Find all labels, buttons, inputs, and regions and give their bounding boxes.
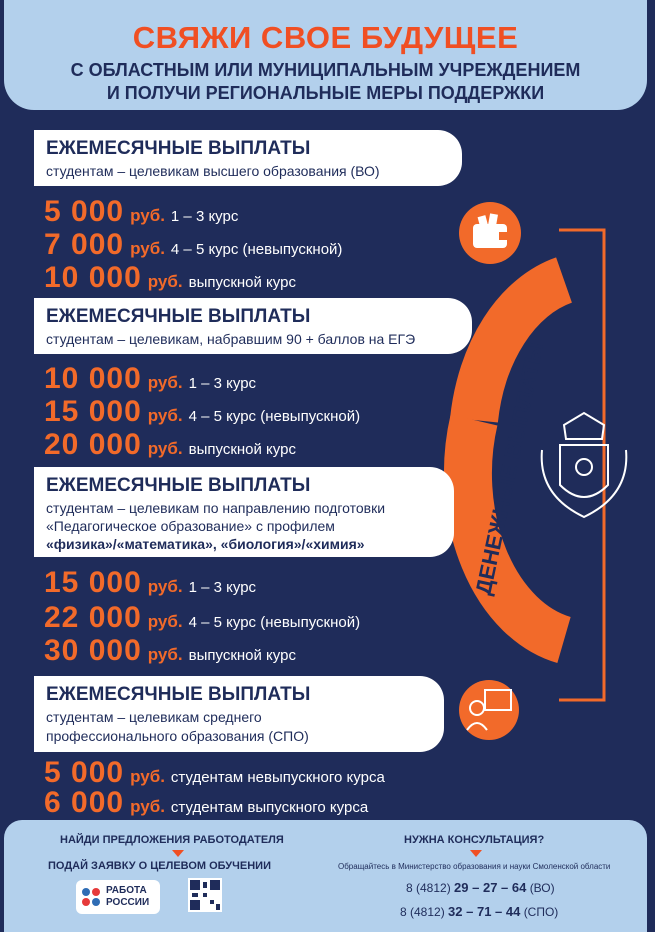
section-2-heading: ЕЖЕМЕСЯЧНЫЕ ВЫПЛАТЫ <box>46 306 311 327</box>
payment-row <box>44 261 296 295</box>
subtitle-line-1: С ОБЛАСТНЫМ ИЛИ МУНИЦИПАЛЬНЫМ УЧРЕЖДЕНИЕМ <box>70 60 581 80</box>
currency: руб. <box>130 206 165 225</box>
course-desc: 1 – 3 курс <box>188 375 257 392</box>
payment-row <box>44 786 368 820</box>
teacher-board-icon <box>459 680 519 740</box>
phone-tag: (СПО) <box>523 905 559 919</box>
course-desc: 1 – 3 курс <box>170 208 239 225</box>
find-offers-label: НАЙДИ ПРЕДЛОЖЕНИЯ РАБОТОДАТЕЛЯ <box>60 834 284 846</box>
payment-row <box>44 362 256 396</box>
side-label: ДЕНЕЖНЫЕ ВЫПЛАТЫ <box>470 340 549 598</box>
currency: руб. <box>147 612 183 631</box>
course-desc: студентам выпускного курса <box>170 799 369 816</box>
subtitle-line-2: И ПОЛУЧИ РЕГИОНАЛЬНЫЕ МЕРЫ ПОДДЕРЖКИ <box>106 83 545 103</box>
wallet-circle <box>459 202 521 264</box>
phone-spo[interactable] <box>400 904 558 919</box>
course-desc: выпускной курс <box>188 274 296 291</box>
amount: 5 000 <box>44 756 125 789</box>
currency: руб. <box>147 577 183 596</box>
qr-pattern <box>188 878 222 912</box>
payment-row <box>44 634 296 668</box>
payment-row <box>44 428 296 462</box>
section-1-text: студентам – целевикам высшего образования (ВО) <box>46 163 380 179</box>
section-4-text-1: студентам – целевикам среднего <box>46 709 262 725</box>
poster-title: СВЯЖИ СВОЕ БУДУЩЕЕ <box>132 20 519 55</box>
section-3-text-3: «физика»/«математика», «биология»/«химия» <box>46 536 365 552</box>
section-3-text-2: «Педагогическое образование» с профилем <box>46 518 335 534</box>
phone-number: 32 – 71 – 44 <box>448 904 521 919</box>
arrow-down-icon <box>172 850 184 857</box>
section-4-text-2: профессионального образования (СПО) <box>46 728 309 744</box>
amount: 5 000 <box>44 195 125 228</box>
section-2-card <box>34 298 472 354</box>
consult-label: НУЖНА КОНСУЛЬТАЦИЯ? <box>404 834 545 846</box>
payment-row <box>44 756 385 790</box>
currency: руб. <box>147 439 183 458</box>
phone-tag: (ВО) <box>529 881 555 895</box>
amount: 7 000 <box>44 228 125 261</box>
course-desc: студентам невыпускного курса <box>170 769 385 786</box>
arrow-down-icon <box>470 850 482 857</box>
rabota-logo-icon <box>80 886 102 908</box>
wallet-icon <box>459 202 521 264</box>
section-3-text-1: студентам – целевикам по направлению подготовки <box>46 500 386 516</box>
amount: 20 000 <box>44 428 142 461</box>
amount: 6 000 <box>44 786 125 819</box>
section-1-card <box>34 130 462 186</box>
ministry-text: Обращайтесь в Министерство образования и науки Смоленской области <box>338 862 611 871</box>
currency: руб. <box>147 373 183 392</box>
payment-row <box>44 228 342 262</box>
course-desc: выпускной курс <box>188 647 296 664</box>
coat-of-arms-icon <box>534 405 634 525</box>
amount: 15 000 <box>44 395 142 428</box>
amount: 30 000 <box>44 634 142 667</box>
payment-row <box>44 601 360 635</box>
qr-code-icon[interactable] <box>188 878 222 912</box>
currency: руб. <box>130 239 165 258</box>
currency: руб. <box>147 406 183 425</box>
currency: руб. <box>147 272 183 291</box>
section-1-heading: ЕЖЕМЕСЯЧНЫЕ ВЫПЛАТЫ <box>46 138 311 159</box>
amount: 10 000 <box>44 261 142 294</box>
amount: 15 000 <box>44 566 142 599</box>
logo-line-2: РОССИИ <box>106 897 150 908</box>
teacher-circle <box>459 680 519 740</box>
phone-number: 29 – 27 – 64 <box>454 880 527 895</box>
logo-line-1: РАБОТА <box>106 885 147 896</box>
amount: 22 000 <box>44 601 142 634</box>
course-desc: 4 – 5 курс (невыпускной) <box>188 408 361 425</box>
course-desc: 1 – 3 курс <box>188 579 257 596</box>
section-4-heading: ЕЖЕМЕСЯЧНЫЕ ВЫПЛАТЫ <box>46 684 311 705</box>
course-desc: выпускной курс <box>188 441 296 458</box>
phone-code: 8 (4812) <box>406 881 451 895</box>
poster <box>4 0 647 932</box>
rabota-rossii-logo[interactable] <box>76 880 160 914</box>
currency: руб. <box>147 645 183 664</box>
apply-label: ПОДАЙ ЗАЯВКУ О ЦЕЛЕВОМ ОБУЧЕНИИ <box>48 860 271 872</box>
payment-row <box>44 195 238 229</box>
course-desc: 4 – 5 курс (невыпускной) <box>170 241 343 258</box>
course-desc: 4 – 5 курс (невыпускной) <box>188 614 361 631</box>
section-3-card <box>34 467 454 557</box>
footer <box>4 820 647 932</box>
currency: руб. <box>130 797 165 816</box>
payment-row <box>44 395 360 429</box>
section-4-card <box>34 676 444 752</box>
payment-row <box>44 566 256 600</box>
currency: руб. <box>130 767 165 786</box>
section-3-heading: ЕЖЕМЕСЯЧНЫЕ ВЫПЛАТЫ <box>46 475 311 496</box>
section-2-text: студентам – целевикам, набравшим 90 + баллов на ЕГЭ <box>46 331 416 347</box>
phone-vo[interactable] <box>406 880 555 895</box>
phone-code: 8 (4812) <box>400 905 445 919</box>
amount: 10 000 <box>44 362 142 395</box>
